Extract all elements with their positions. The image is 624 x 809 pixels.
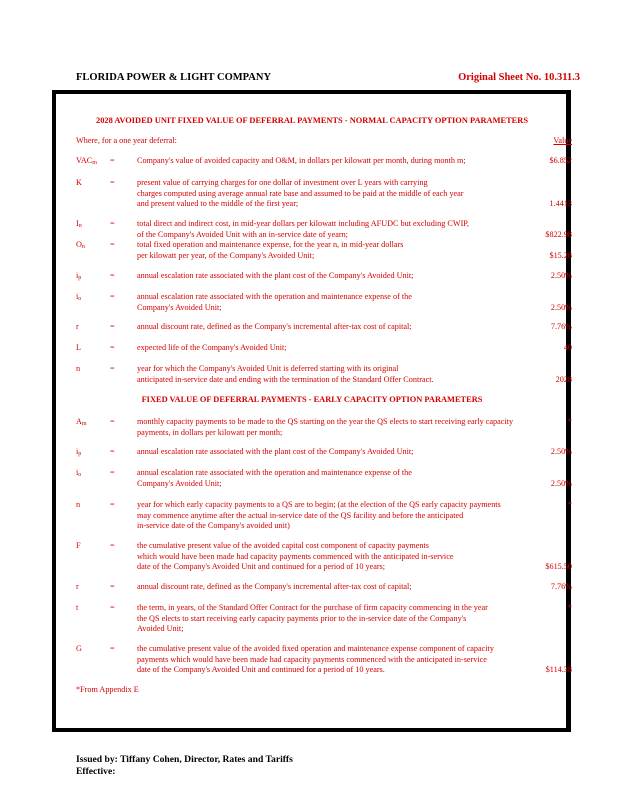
parameter-symbol <box>76 322 110 333</box>
parameter-symbol <box>76 343 110 354</box>
symbol-main: F <box>76 541 81 550</box>
description-line: present value of carrying charges for one dollar of investment over L years with carrying <box>137 178 428 187</box>
equals-sign: = <box>110 156 115 165</box>
description-line: the term, in years, of the Standard Offer Contract for the purchase of firm capacity commencing in the year <box>137 603 488 612</box>
parameter-description <box>137 178 535 210</box>
parameter-value: 2.50% <box>550 478 572 488</box>
parameter-description <box>137 322 535 333</box>
parameter-value: 7.76% <box>550 322 572 331</box>
description-line: annual escalation rate associated with the plant cost of the Company's Avoided Unit; <box>137 447 414 456</box>
description-line: date of the Company's Avoided Unit and continued for a period of 10 years; <box>137 562 386 572</box>
description-line: Company's Avoided Unit; <box>137 302 222 312</box>
parameter-description <box>137 447 535 458</box>
parameter-value: 2.50% <box>550 302 572 312</box>
description-line: and present valued to the middle of the first year; <box>137 199 299 209</box>
description-line: annual discount rate, defined as the Company's incremental after-tax cost of capital; <box>137 582 412 591</box>
equals-sign: = <box>110 343 115 352</box>
parameter-symbol <box>76 447 110 458</box>
parameter-description <box>137 364 535 385</box>
symbol-main: A <box>76 417 82 426</box>
effective-date: Effective: <box>76 766 116 778</box>
parameter-description <box>137 156 535 167</box>
parameter-value: $615.50 <box>545 562 572 572</box>
parameter-symbol <box>76 541 110 552</box>
parameter-value: $114.38 <box>545 665 572 675</box>
parameter-symbol <box>76 292 110 303</box>
parameter-symbol <box>76 603 110 614</box>
appendix-note: *From Appendix E <box>76 685 139 694</box>
parameter-symbol <box>76 219 110 230</box>
parameter-value: * <box>567 417 572 426</box>
symbol-main: VAC <box>76 156 93 165</box>
symbol-main: i <box>76 468 79 477</box>
parameter-symbol <box>76 417 110 428</box>
symbol-main: n <box>76 364 81 373</box>
footer <box>76 754 293 779</box>
description-line: anticipated in-service date and ending with the termination of the Standard Offer Contract. <box>137 374 434 384</box>
parameter-description <box>137 644 535 676</box>
parameter-symbol <box>76 364 110 375</box>
parameter-symbol <box>76 178 110 189</box>
symbol-main: i <box>76 271 79 280</box>
description-line: Avoided Unit; <box>137 624 184 634</box>
description-line: year for which early capacity payments to a QS are to begin; (at the election of the QS early capacity payments <box>137 500 501 509</box>
equals-sign: = <box>110 219 115 228</box>
parameter-value: * <box>567 603 572 612</box>
equals-sign: = <box>110 447 115 456</box>
equals-sign: = <box>110 644 115 653</box>
description-line: date of the Company's Avoided Unit and continued for a period of 10 years. <box>137 665 385 675</box>
equals-sign: = <box>110 541 115 550</box>
parameter-value: 2.50% <box>550 447 572 456</box>
symbol-main: t <box>76 603 79 612</box>
description-line: per kilowatt per year, of the Company's Avoided Unit; <box>137 250 315 260</box>
parameter-description <box>137 603 535 635</box>
equals-sign: = <box>110 468 115 477</box>
description-line: year for which the Company's Avoided Unit is deferred starting with its original <box>137 364 399 373</box>
issued-by: Issued by: Tiffany Cohen, Director, Rates and Tariffs <box>76 754 293 765</box>
parameter-symbol <box>76 271 110 282</box>
symbol-main: n <box>76 500 81 509</box>
description-line: total direct and indirect cost, in mid-year dollars per kilowatt including AFUDC but excluding CWIP, <box>137 219 469 228</box>
parameter-value: 1.4413 <box>549 199 572 209</box>
description-line: total fixed operation and maintenance expense, for the year n, in mid-year dollars <box>137 240 404 249</box>
parameter-symbol <box>76 156 110 167</box>
description-line: expected life of the Company's Avoided Unit; <box>137 343 287 352</box>
parameter-value: $822.98 <box>545 229 572 239</box>
equals-sign: = <box>110 603 115 612</box>
parameter-symbol <box>76 582 110 593</box>
description-line: the cumulative present value of the avoided fixed operation and maintenance expense component of capacity <box>137 644 494 653</box>
equals-sign: = <box>110 582 115 591</box>
description-line: the cumulative present value of the avoided capital cost component of capacity payments <box>137 541 429 550</box>
symbol-main: r <box>76 322 79 331</box>
description-line: annual escalation rate associated with the plant cost of the Company's Avoided Unit; <box>137 271 414 280</box>
parameter-description <box>137 271 535 282</box>
value-column-header: Value <box>553 136 572 145</box>
parameter-value: * <box>567 500 572 509</box>
parameter-description <box>137 541 535 573</box>
description-line: Company's Avoided Unit; <box>137 478 222 488</box>
symbol-main: O <box>76 240 82 249</box>
sheet-number: Original Sheet No. 10.311.3 <box>458 72 580 83</box>
early-section-title: FIXED VALUE OF DEFERRAL PAYMENTS - EARLY CAPACITY OPTION PARAMETERS <box>141 395 483 404</box>
where-label: Where, for a one year deferral: <box>76 136 177 145</box>
parameter-value: $6.852 <box>549 156 572 165</box>
parameter-value: 7.76% <box>550 582 572 591</box>
parameter-value: $15.28 <box>549 250 572 260</box>
equals-sign: = <box>110 500 115 509</box>
symbol-subscript: p <box>78 451 82 457</box>
equals-sign: = <box>110 322 115 331</box>
description-line: of the Company's Avoided Unit with an in-service date of yearn; <box>137 229 348 239</box>
description-line: Company's value of avoided capacity and O&M, in dollars per kilowatt per month, during month m; <box>137 156 466 165</box>
description-line: which would have been made had capacity payments commenced with the anticipated in-service <box>137 551 454 561</box>
parameter-description <box>137 468 535 489</box>
parameter-symbol <box>76 644 110 655</box>
normal-section-title: 2028 AVOIDED UNIT FIXED VALUE OF DEFERRAL PAYMENTS - NORMAL CAPACITY OPTION PARAMETERS <box>96 116 528 125</box>
symbol-main: I <box>76 219 79 228</box>
equals-sign: = <box>110 240 115 249</box>
symbol-subscript: n <box>81 244 85 250</box>
parameter-description <box>137 417 535 438</box>
symbol-main: i <box>76 292 79 301</box>
symbol-subscript: n <box>78 223 82 229</box>
parameter-symbol <box>76 468 110 479</box>
symbol-subscript: o <box>78 472 82 478</box>
equals-sign: = <box>110 271 115 280</box>
equals-sign: = <box>110 364 115 373</box>
parameter-description <box>137 500 535 532</box>
symbol-main: r <box>76 582 79 591</box>
symbol-subscript: p <box>78 275 82 281</box>
equals-sign: = <box>110 178 115 187</box>
description-line: annual discount rate, defined as the Company's incremental after-tax cost of capital; <box>137 322 412 331</box>
description-line: charges computed using average annual rate base and assumed to be paid at the middle of each year <box>137 188 464 198</box>
symbol-subscript: m <box>92 160 97 166</box>
symbol-main: K <box>76 178 82 187</box>
company-name: FLORIDA POWER & LIGHT COMPANY <box>76 72 272 83</box>
parameter-symbol <box>76 240 110 251</box>
parameter-description <box>137 343 535 354</box>
parameter-description <box>137 582 535 593</box>
description-line: payments, in dollars per kilowatt per month; <box>137 427 283 437</box>
parameter-value: 2.50% <box>550 271 572 280</box>
equals-sign: = <box>110 292 115 301</box>
parameter-symbol <box>76 500 110 511</box>
description-line: annual escalation rate associated with the operation and maintenance expense of the <box>137 468 412 477</box>
parameter-description <box>137 240 535 261</box>
equals-sign: = <box>110 417 115 426</box>
parameter-description <box>137 219 535 240</box>
parameter-value: 40 <box>563 343 572 352</box>
symbol-main: i <box>76 447 79 456</box>
description-line: monthly capacity payments to be made to the QS starting on the year the QS elects to start receiving early capacity <box>137 417 514 426</box>
description-line: may commence anytime after the actual in-service date of the QS facility and before the anticipated <box>137 510 464 520</box>
description-line: annual escalation rate associated with the operation and maintenance expense of the <box>137 292 412 301</box>
symbol-subscript: o <box>78 296 82 302</box>
parameter-value: 2028 <box>555 374 572 384</box>
symbol-main: G <box>76 644 82 653</box>
description-line: payments which would have been made had capacity payments commenced with the anticipated in-service <box>137 654 487 664</box>
parameter-description <box>137 292 535 313</box>
symbol-main: L <box>76 343 82 352</box>
symbol-subscript: m <box>81 421 87 427</box>
description-line: the QS elects to start receiving early capacity payments prior to the in-service date of the Company's <box>137 613 467 623</box>
description-line: in-service date of the Company's avoided unit) <box>137 521 290 531</box>
